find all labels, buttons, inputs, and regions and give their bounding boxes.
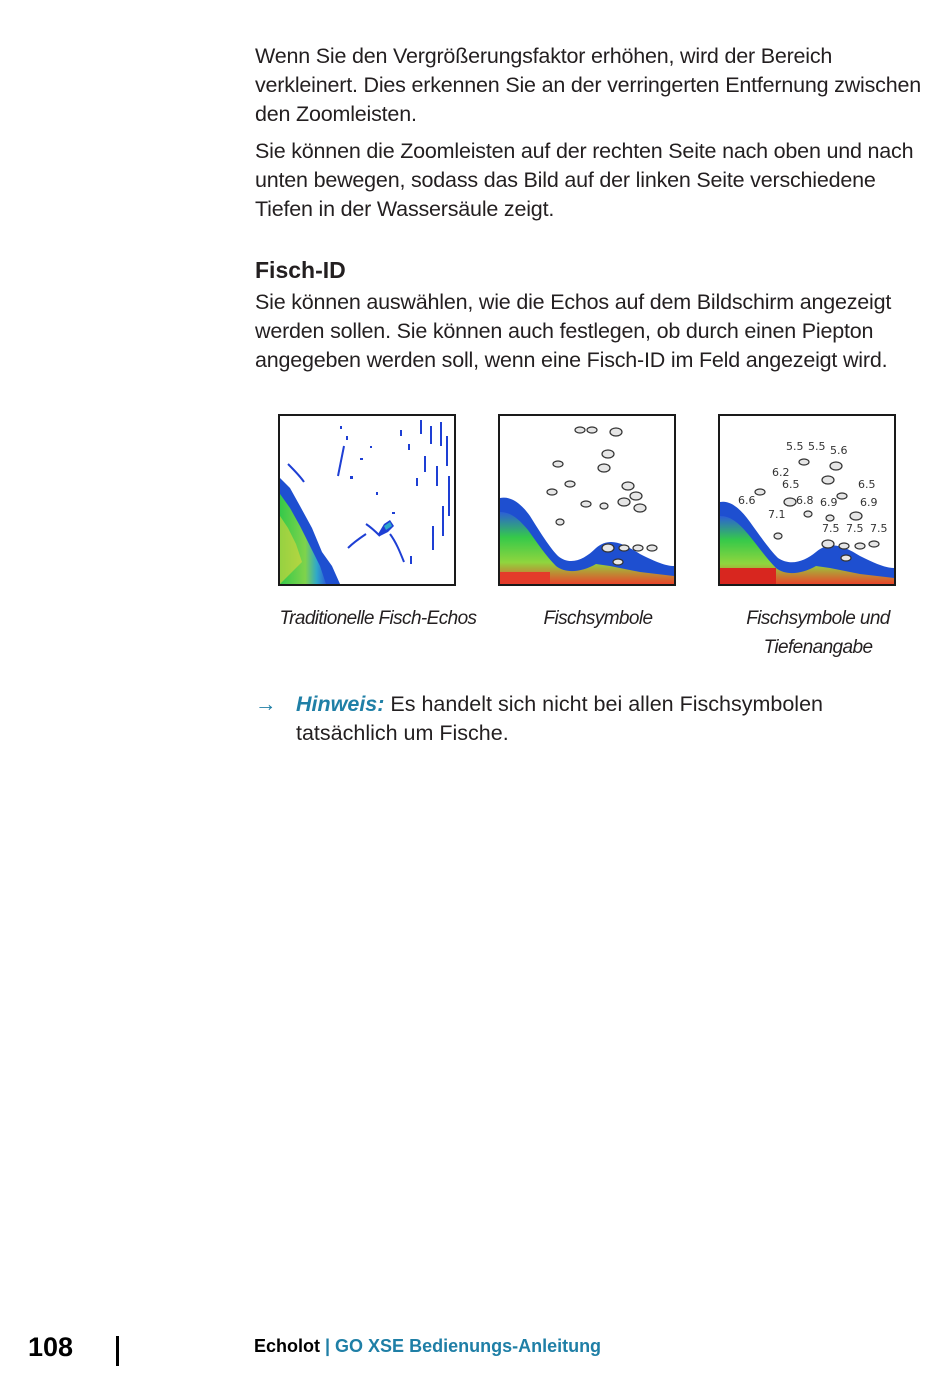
note-body: Es handelt sich nicht bei allen Fischsymbolen tatsächlich um Fische. xyxy=(296,692,823,745)
footer-divider xyxy=(116,1336,119,1366)
note-label: Hinweis: xyxy=(296,692,385,716)
depth-label: 7.1 xyxy=(768,508,786,521)
depth-label: 7.5 xyxy=(870,522,888,535)
paragraph-zoom-factor: Wenn Sie den Vergrößerungsfaktor erhöhen, wird der Bereich verkleinert. Dies erkennen Sie an der verringerten Entfernung zwischen den Zoomleisten. xyxy=(255,44,922,126)
depth-label: 6.9 xyxy=(820,496,838,509)
caption-fish-symbols-depth: Fischsymbole und Tiefenangabe xyxy=(746,608,890,658)
footer-title xyxy=(254,1336,601,1357)
footer-separator: | xyxy=(320,1336,336,1356)
depth-label: 5.5 xyxy=(786,440,804,453)
figure-fish-symbols-depth xyxy=(718,414,918,662)
depth-label: 6.9 xyxy=(860,496,878,509)
depth-label: 5.6 xyxy=(830,444,848,457)
fish-id-figures xyxy=(278,414,918,674)
sonar-image-fish-depth xyxy=(718,414,896,586)
caption-traditional-echoes: Traditionelle Fisch-Echos xyxy=(279,608,477,629)
footer-document: GO XSE Bedienungs-Anleitung xyxy=(335,1336,602,1356)
note-block xyxy=(255,690,915,748)
caption-fish-symbols: Fischsymbole xyxy=(543,608,653,629)
paragraph-zoom-bars: Sie können die Zoomleisten auf der rechten Seite nach oben und nach unten bewegen, sodass das Bild auf der linken Seite verschiedene Tiefen in der Wassersäule zeigt. xyxy=(255,139,914,221)
main-content xyxy=(255,42,925,383)
sonar-image-fish-symbols xyxy=(498,414,676,586)
note-text xyxy=(296,690,915,748)
depth-label: 7.5 xyxy=(846,522,864,535)
depth-label: 6.8 xyxy=(796,494,814,507)
arrow-right-icon: → xyxy=(255,692,277,716)
depth-label: 7.5 xyxy=(822,522,840,535)
page-number: 108 xyxy=(28,1332,74,1362)
depth-label: 5.5 xyxy=(808,440,826,453)
footer-chapter: Echolot xyxy=(254,1336,320,1356)
depth-label: 6.5 xyxy=(782,478,800,491)
section-heading-fish-id: Fisch-ID xyxy=(255,257,346,283)
paragraph-fish-id: Sie können auswählen, wie die Echos auf dem Bildschirm angezeigt werden sollen. Sie können auch festlegen, ob durch einen Piepton angegeben werden soll, wenn eine Fisch-ID im Feld angezeigt wird. xyxy=(255,290,892,372)
depth-label: 6.6 xyxy=(738,494,756,507)
sonar-image-traditional xyxy=(278,414,456,586)
figure-traditional-echoes xyxy=(278,414,478,633)
figure-fish-symbols xyxy=(498,414,698,633)
depth-label: 6.2 xyxy=(772,466,790,479)
depth-label: 6.5 xyxy=(858,478,876,491)
